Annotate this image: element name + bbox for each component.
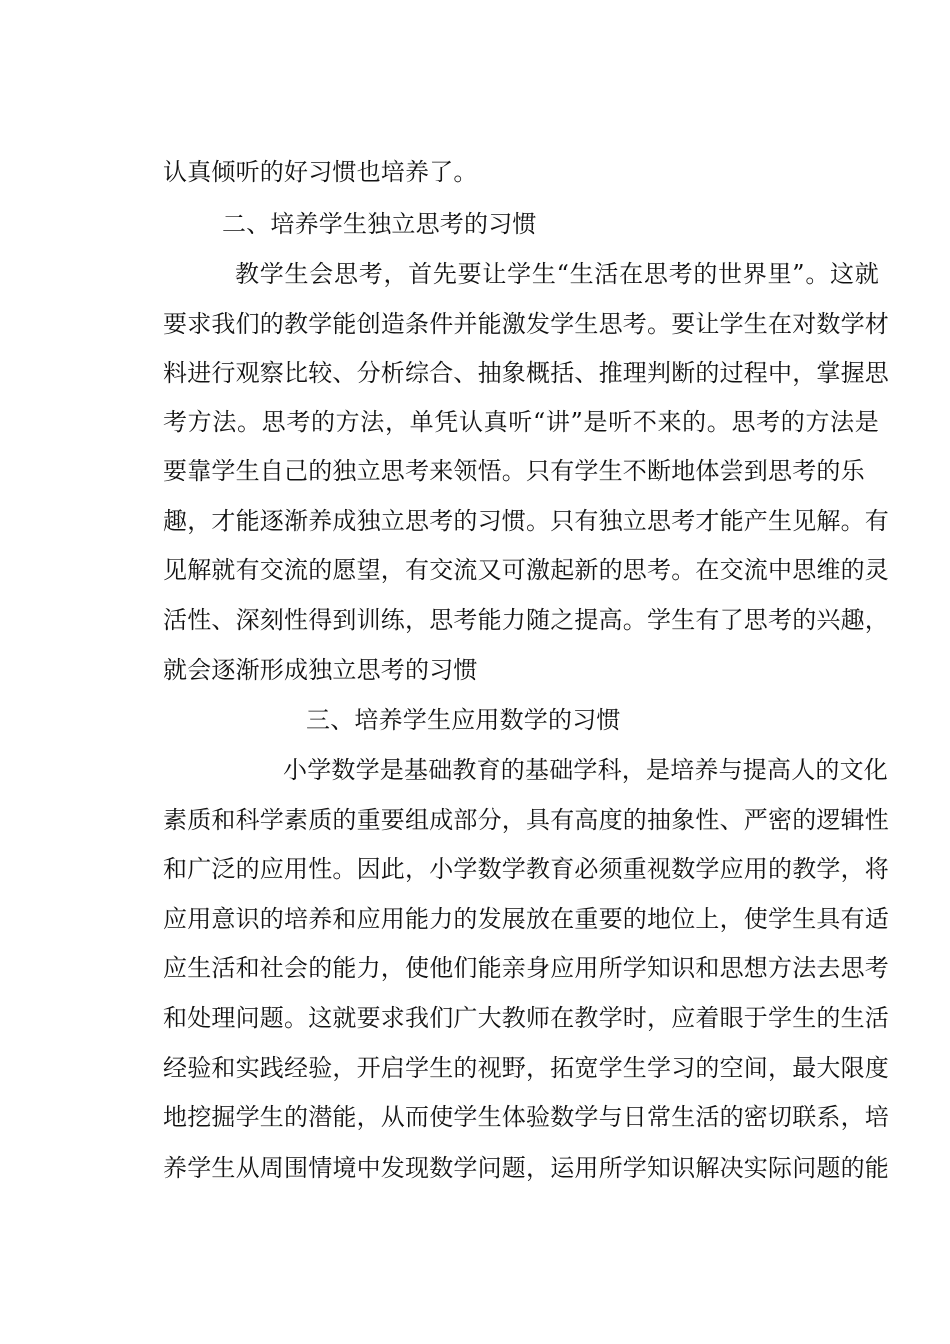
paragraph-line: 应生活和社会的能力，使他们能亲身应用所学知识和思想方法去思考 <box>163 954 889 982</box>
paragraph-line: 考方法。思考的方法，单凭认真听“讲”是听不来的。思考的方法是 <box>163 408 879 436</box>
paragraph-line: 教学生会思考，首先要让学生“生活在思考的世界里”。这就 <box>235 260 879 288</box>
section-heading-3: 三、培养学生应用数学的习惯 <box>306 706 621 734</box>
paragraph-line: 活性、深刻性得到训练，思考能力随之提高。学生有了思考的兴趣， <box>163 606 889 634</box>
paragraph-line: 小学数学是基础教育的基础学科，是培养与提高人的文化 <box>283 756 888 784</box>
section-heading-2: 二、培养学生独立思考的习惯 <box>222 210 537 238</box>
paragraph-line: 和广泛的应用性。因此，小学数学教育必须重视数学应用的教学，将 <box>163 855 889 883</box>
paragraph-line: 要靠学生自己的独立思考来领悟。只有学生不断地体尝到思考的乐 <box>163 457 865 485</box>
paragraph-line: 养学生从周围情境中发现数学问题，运用所学知识解决实际问题的能 <box>163 1154 889 1182</box>
paragraph-line: 应用意识的培养和应用能力的发展放在重要的地位上，使学生具有适 <box>163 905 889 933</box>
paragraph-line: 地挖掘学生的潜能，从而使学生体验数学与日常生活的密切联系，培 <box>163 1103 889 1131</box>
paragraph-line: 见解就有交流的愿望，有交流又可激起新的思考。在交流中思维的灵 <box>163 556 889 584</box>
paragraph-line: 素质和科学素质的重要组成部分，具有高度的抽象性、严密的逻辑性 <box>163 806 889 834</box>
paragraph-line: 要求我们的教学能创造条件并能激发学生思考。要让学生在对数学材 <box>163 310 889 338</box>
paragraph-line: 就会逐渐形成独立思考的习惯 <box>163 656 478 684</box>
paragraph-line: 趣，才能逐渐养成独立思考的习惯。只有独立思考才能产生见解。有 <box>163 507 889 535</box>
paragraph-line: 认真倾听的好习惯也培养了。 <box>163 158 478 186</box>
paragraph-line: 经验和实践经验，开启学生的视野，拓宽学生学习的空间，最大限度 <box>163 1054 889 1082</box>
paragraph-line: 和处理问题。这就要求我们广大教师在教学时，应着眼于学生的生活 <box>163 1004 889 1032</box>
paragraph-line: 料进行观察比较、分析综合、抽象概括、推理判断的过程中，掌握思 <box>163 359 889 387</box>
